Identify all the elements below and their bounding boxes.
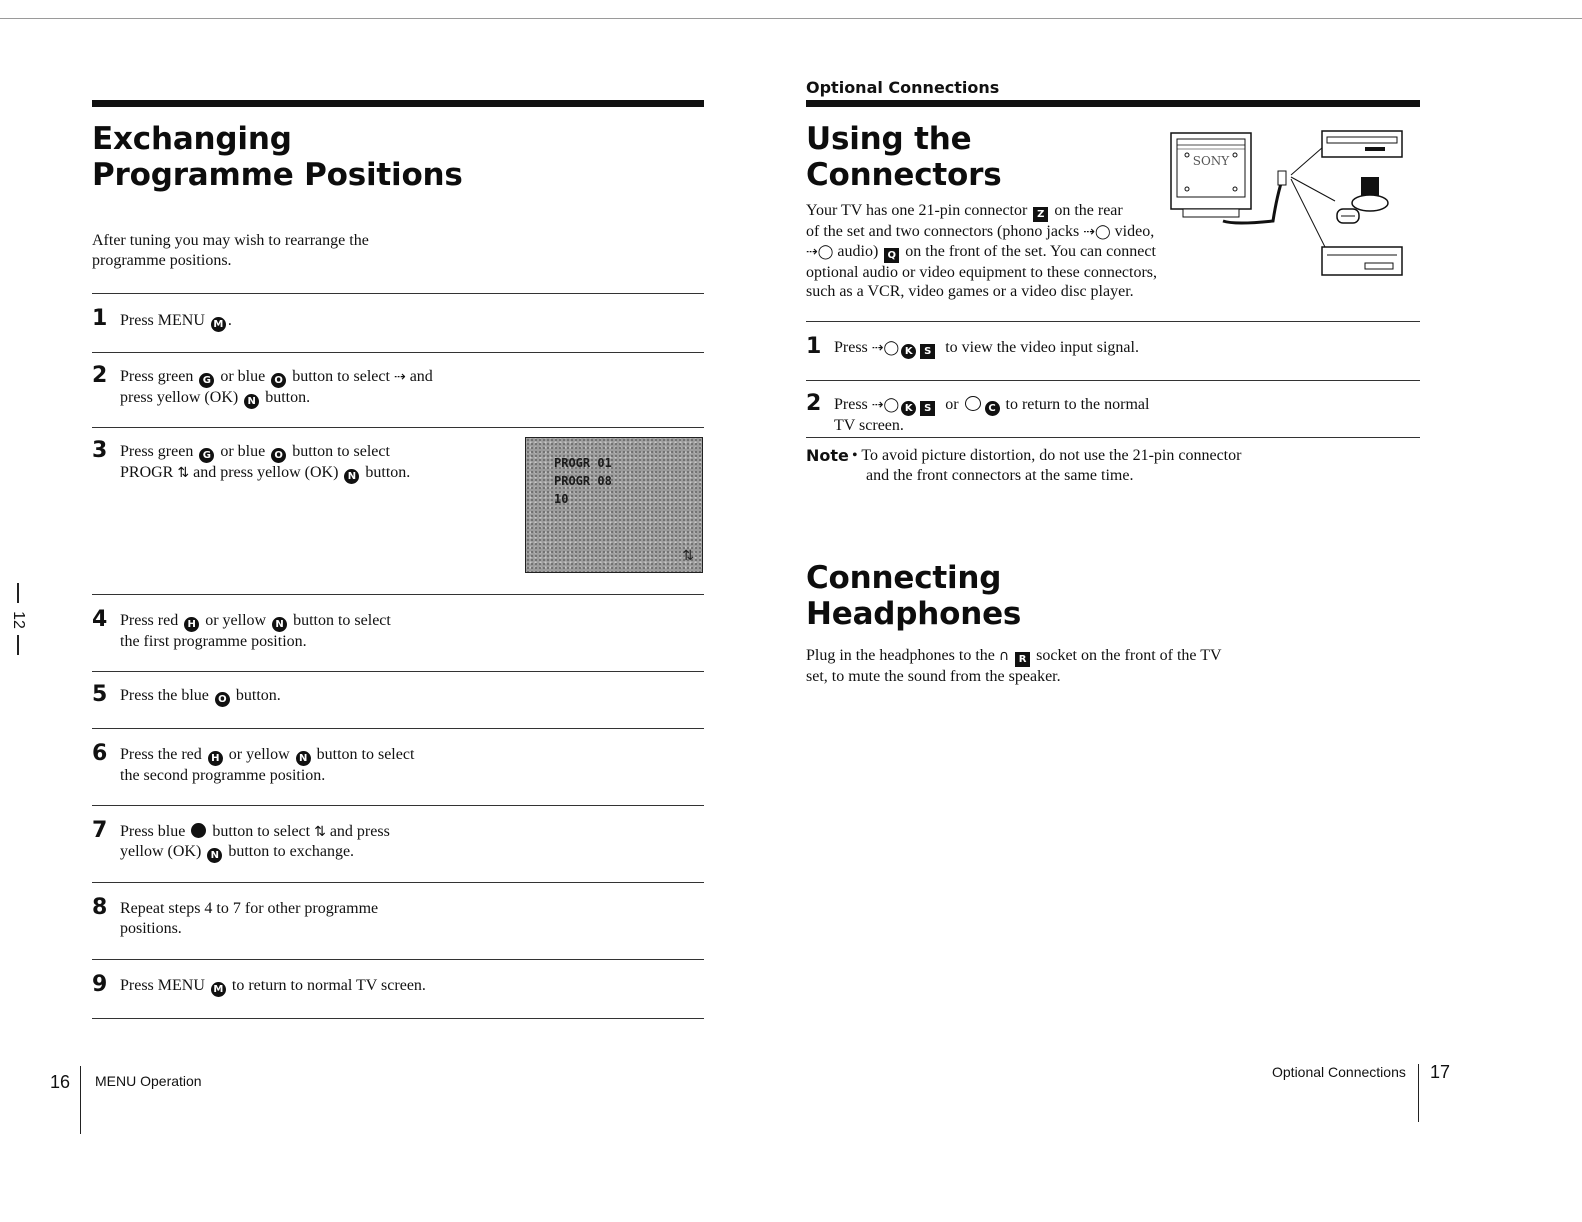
step-4 [92,607,706,671]
connectors-body [806,201,1226,301]
step-text: button to select [293,612,391,629]
osd-line: PROGR 08 [554,474,612,488]
step-text: Press green [120,443,194,460]
audio-input-icon: ⇢◯ [806,244,834,260]
step-divider [92,805,704,806]
body-text: Plug in the headphones to the [806,647,995,664]
title-line2: Connectors [806,157,1002,193]
step-number: 4 [92,607,108,632]
blue-button-icon: O [271,448,286,463]
osd-line: PROGR 01 [554,456,612,470]
exchange-icon: ⇅ [177,465,190,481]
note-label: Note [806,446,849,465]
blue-button-icon: O [215,692,230,707]
step-text: button. [235,687,281,704]
video-game-icon [1337,177,1388,223]
scart-plug-icon [1278,171,1286,185]
step-7 [92,818,706,882]
right-footer-section [1272,1064,1406,1082]
step-text: Press red [120,612,179,629]
green-button-icon: G [199,373,214,388]
step-divider [92,728,704,729]
side-bar-bottom [17,635,19,655]
step-text: the second programme position. [120,767,326,784]
tv-brand-label: SONY [1192,154,1230,168]
step-text: yellow (OK) [120,843,202,860]
step-text: button. [265,389,311,406]
step-divider [806,437,1420,438]
step-text: to return to normal TV screen. [231,977,426,994]
step-text: button to select [292,368,390,385]
left-page-number: 16 [50,1072,71,1092]
step-text: to view the video input signal. [945,339,1139,356]
intro-line2: programme positions. [92,252,232,269]
step-text: Press green [120,368,194,385]
body-text: Your TV has one 21-pin connector [806,202,1028,219]
tv-connection-illustration [1165,125,1415,285]
step-2 [92,363,706,427]
vcr-icon [1322,131,1402,157]
step-text: and press yellow (OK) [193,464,339,481]
step-text: and [409,368,433,385]
blue-button-icon: O [271,373,286,388]
left-footer-section-text: MENU Operation [95,1073,202,1089]
right-footer-section-text: Optional Connections [1272,1064,1406,1080]
left-title-rule [92,100,704,107]
blue-button-icon [191,823,206,838]
step-divider [92,293,704,294]
left-footer-section [95,1073,202,1091]
note-line1: • To avoid picture distortion, do not use the 21-pin connector [852,447,1242,464]
step-number: 7 [92,818,108,843]
step-text: and press [329,823,390,840]
step-text: button to exchange. [228,843,355,860]
yellow-ok-button-icon: N [244,394,259,409]
av-input-icon: ⇢◯ [871,397,900,413]
left-footer [50,1072,70,1093]
key-s-icon: S [920,344,935,359]
step-text: Press [834,396,868,413]
step-number: 2 [92,363,108,388]
body-text: on the front of the set. You can connect [905,243,1156,260]
yellow-button-icon: N [272,617,287,632]
step-number: 9 [92,972,108,997]
step-text: PROGR [120,464,174,481]
step-number: 1 [92,306,108,331]
body-text: optional audio or video equipment to these connectors, [806,264,1158,281]
side-page-number: 12 [10,611,27,629]
step-text: positions. [120,920,182,937]
step-number: 1 [806,334,822,359]
step-number: 6 [92,741,108,766]
step-text: or blue [220,368,266,385]
key-c-icon: C [985,401,1000,416]
title-line2: Headphones [806,596,1022,632]
side-page-marker [0,583,36,653]
step-text: button to select [292,443,390,460]
green-button-icon: G [199,448,214,463]
av-input-icon: ⇢◯ [871,340,900,356]
menu-key-icon: M [211,317,226,332]
top-rule [0,18,1582,19]
setup-arrow-icon: ⇢ [393,369,406,385]
right-step-1 [806,334,1420,380]
step-number: 3 [92,438,108,463]
intro-line1: After tuning you may wish to rearrange the [92,232,369,249]
step-8 [92,895,706,959]
title-line1: Using the [806,121,972,157]
step-text: or [945,396,959,413]
left-title-line2: Programme Positions [92,157,463,193]
tv-mode-icon [965,396,981,411]
step-text: button to select [212,823,311,840]
video-disc-player-icon [1322,247,1402,275]
right-title-rule [806,100,1420,107]
step-text: button to select [316,746,415,763]
left-title-line1: Exchanging [92,121,292,157]
yellow-ok-button-icon: N [207,848,222,863]
step-text: or yellow [228,746,290,763]
left-footer-bar [80,1066,81,1134]
step-number: 5 [92,682,108,707]
headphones-body [806,646,1420,687]
note-line2: and the front connectors at the same time. [866,467,1134,484]
step-divider [92,671,704,672]
body-text: set, to mute the sound from the speaker. [806,668,1061,685]
key-r-icon: R [1015,652,1030,667]
step-text: to return to the normal [1005,396,1150,413]
side-bar-top [17,583,19,603]
step-5 [92,682,706,728]
body-text: audio) [837,243,879,260]
step-number: 8 [92,895,108,920]
step-6 [92,741,706,805]
exchange-icon: ⇅ [682,548,694,564]
step-divider [92,882,704,883]
step-text: Press MENU [120,312,205,329]
step-text: button. [365,464,411,481]
key-z-icon: Z [1033,207,1048,222]
key-s-icon: S [920,401,935,416]
right-title-headphones [806,560,1420,632]
av-input-icon: ⇢◯ [1083,224,1111,240]
step-text: or yellow [205,612,267,629]
step-text: Press the blue [120,687,209,704]
yellow-button-icon: N [296,751,311,766]
left-intro [92,231,706,271]
osd-line: 10 [554,492,569,506]
exchange-icon: ⇅ [314,824,326,840]
step-text: press yellow (OK) [120,389,239,406]
body-text: of the set and two connectors (phono jacks [806,223,1080,240]
key-k-icon: K [901,401,916,416]
key-k-icon: K [901,344,916,359]
step-text: Press [834,339,868,356]
step-divider [92,959,704,960]
right-footer [1430,1062,1450,1083]
step-text: Press blue [120,823,186,840]
step-number: 2 [806,391,822,416]
right-page-number: 17 [1430,1062,1451,1082]
step-text: Press the red [120,746,202,763]
tv-osd-screen-image [525,437,703,573]
step-divider [806,380,1420,381]
yellow-ok-button-icon: N [344,469,359,484]
key-q-icon: Q [884,248,899,263]
body-text: socket on the front of the TV [1036,647,1222,664]
step-9 [92,972,706,1018]
step-text: Repeat steps 4 to 7 for other programme [120,900,379,917]
step-divider [92,352,704,353]
note [806,446,1420,490]
body-text: video, [1114,223,1155,240]
body-text: on the rear [1054,202,1123,219]
step-text: TV screen. [834,417,904,434]
step-text: the first programme position. [120,633,307,650]
headphone-icon: ∩ [998,648,1010,664]
red-button-icon: H [184,617,199,632]
right-footer-bar [1418,1064,1419,1122]
section-heading: Optional Connections [806,78,1000,97]
step-divider [92,427,704,428]
menu-key-icon: M [211,982,226,997]
title-line1: Connecting [806,560,1002,596]
step-divider [92,1018,704,1019]
left-title [92,121,706,193]
step-divider [92,594,704,595]
step-text: Press MENU [120,977,205,994]
tv-rear-drawing [1171,133,1251,217]
step-1: 1 Press MENU M . [92,306,232,331]
right-step-2 [806,391,1420,437]
body-text: such as a VCR, video games or a video disc player. [806,283,1134,300]
red-button-icon: H [208,751,223,766]
step-divider [806,321,1420,322]
step-text: or blue [220,443,266,460]
